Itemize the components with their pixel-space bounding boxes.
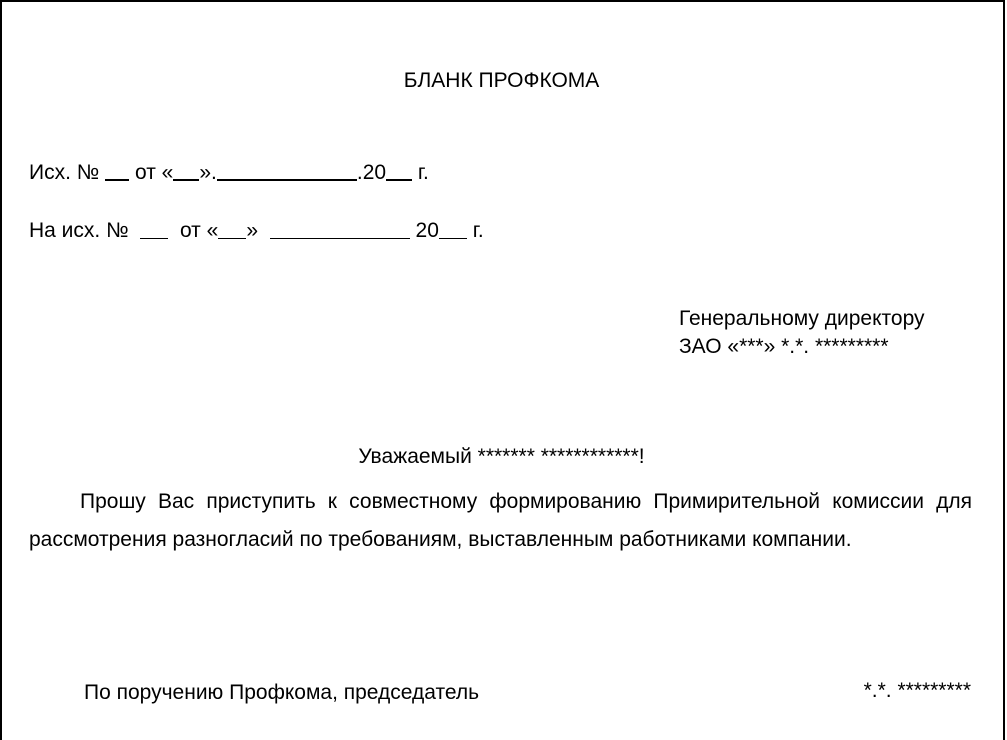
outgoing-from-label: от « bbox=[134, 161, 174, 184]
outgoing-day-blank bbox=[173, 161, 199, 181]
reply-number-label: На исх. № bbox=[29, 219, 129, 242]
reply-reference-line bbox=[29, 218, 484, 244]
reply-close-quote: » bbox=[246, 219, 258, 242]
reply-month-blank bbox=[270, 220, 410, 239]
reply-year-suffix: г. bbox=[472, 219, 484, 242]
reply-year-prefix: 20 bbox=[415, 219, 439, 242]
outgoing-reference-line bbox=[29, 160, 429, 186]
reply-year-blank bbox=[439, 220, 467, 239]
outgoing-number-blank bbox=[105, 161, 129, 181]
addressee-block bbox=[679, 305, 925, 361]
signature-name: *.*. ********* bbox=[863, 679, 971, 702]
outgoing-year-suffix: г. bbox=[417, 161, 429, 184]
reply-from-label: от « bbox=[179, 219, 219, 242]
reply-day-blank bbox=[218, 220, 246, 239]
addressee-position: Генеральному директору bbox=[679, 307, 925, 330]
letterhead-title: БЛАНК ПРОФКОМА bbox=[403, 69, 600, 92]
addressee-company-name: ЗАО «***» *.*. ********* bbox=[679, 335, 889, 358]
greeting: Уважаемый ******* ************! bbox=[358, 445, 645, 468]
reply-number-blank bbox=[140, 220, 168, 239]
letter-body: Прошу Вас приступить к совместному формированию Примирительной комиссии для рассмотрения разногласий по требованиям, выставленным работниками компании. bbox=[29, 490, 972, 551]
outgoing-number-label: Исх. № bbox=[29, 161, 100, 184]
outgoing-close-quote: ». bbox=[199, 161, 217, 184]
outgoing-month-blank bbox=[217, 161, 357, 181]
outgoing-year-blank bbox=[386, 161, 412, 181]
signature-role: По поручению Профкома, председатель bbox=[84, 681, 480, 704]
outgoing-year-prefix: .20 bbox=[356, 161, 387, 184]
